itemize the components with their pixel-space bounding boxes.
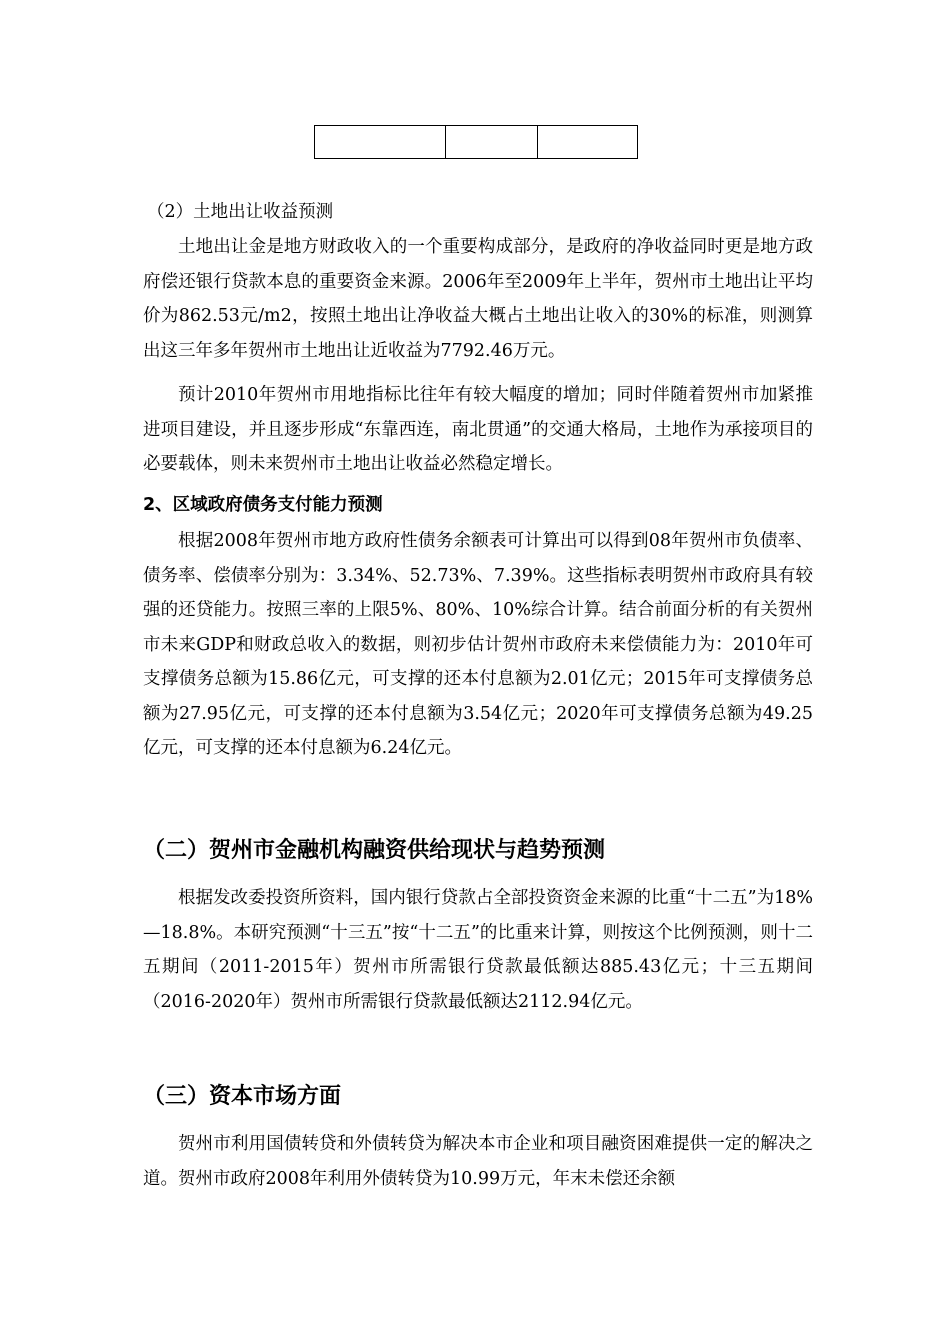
- paragraph-land-outlook: 预计2010年贺州市用地指标比往年有较大幅度的增加；同时伴随着贺州市加紧推进项目建设，并且逐步形成“东靠西连，南北贯通”的交通大格局，土地作为承接项目的必要载体，则未来贺州市土地出让收益必然稳定增长。: [143, 385, 813, 474]
- table-fragment: [314, 125, 638, 159]
- section-heading-financial-supply: （二）贺州市金融机构融资供给现状与趋势预测: [143, 838, 606, 863]
- paragraph-capital-market: 贺州市利用国债转贷和外债转贷为解决本市企业和项目融资困难提供一定的解决之道。贺州市政府2008年利用外债转贷为10.99万元，年末未偿还余额: [143, 1134, 813, 1189]
- paragraph-land-revenue: 土地出让金是地方财政收入的一个重要构成部分，是政府的净收益同时更是地方政府偿还银行贷款本息的重要资金来源。2006年至2009年上半年，贺州市土地出让平均价为862.53元/m2，按照土地出让净收益大概占土地出让收入的30%的标准，则测算出这三年多年贺州市土地出让近收益为7792.46万元。: [143, 237, 813, 361]
- table-cell: [315, 126, 446, 159]
- paragraph-financial-supply: 根据发改委投资所资料，国内银行贷款占全部投资资金来源的比重“十二五”为18%—18.8%。本研究预测“十三五”按“十二五”的比重来计算，则按这个比例预测，则十二五期间（2011-2015年）贺州市所需银行贷款最低额达885.43亿元；十三五期间（2016-2020年）贺州市所需银行贷款最低额达2112.94亿元。: [143, 888, 813, 1012]
- section-heading-debt-capacity: 2、区域政府债务支付能力预测: [143, 495, 383, 515]
- subsection-heading-land-revenue: （2）土地出让收益预测: [147, 202, 334, 222]
- paragraph-debt-capacity: 根据2008年贺州市地方政府性债务余额表可计算出可以得到08年贺州市负债率、债务率、偿债率分别为：3.34%、52.73%、7.39%。这些指标表明贺州市政府具有较强的还贷能力。按照三率的上限5%、80%、10%综合计算。结合前面分析的有关贺州市未来GDP和财政总收入的数据，则初步估计贺州市政府未来偿债能力为：2010年可支撑债务总额为15.86亿元，可支撑的还本付息额为2.01亿元；2015年可支撑债务总额为27.95亿元，可支撑的还本付息额为3.54亿元；2020年可支撑债务总额为49.25亿元，可支撑的还本付息额为6.24亿元。: [143, 531, 813, 758]
- section-heading-capital-market: （三）资本市场方面: [143, 1084, 342, 1109]
- table-cell: [538, 126, 638, 159]
- table-row: [315, 126, 638, 159]
- table-cell: [446, 126, 538, 159]
